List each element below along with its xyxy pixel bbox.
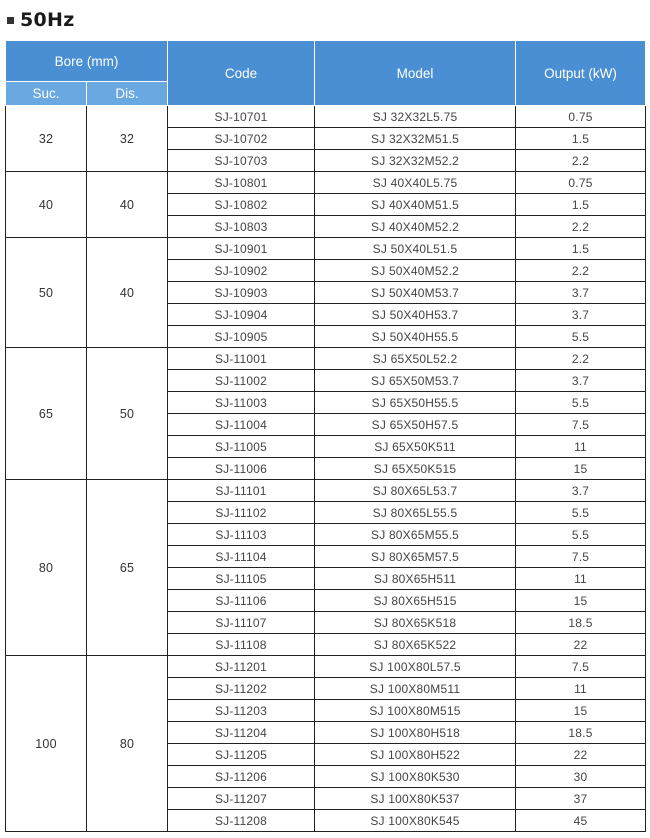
output-cell: 2.2	[516, 348, 646, 370]
code-cell: SJ-11108	[168, 634, 315, 656]
output-cell: 5.5	[516, 392, 646, 414]
discharge-bore-cell: 32	[87, 106, 168, 172]
model-cell: SJ 100X80K530	[315, 766, 516, 788]
output-cell: 2.2	[516, 216, 646, 238]
code-cell: SJ-11207	[168, 788, 315, 810]
code-cell: SJ-10802	[168, 194, 315, 216]
model-cell: SJ 65X50L52.2	[315, 348, 516, 370]
code-cell: SJ-10801	[168, 172, 315, 194]
output-cell: 2.2	[516, 260, 646, 282]
model-cell: SJ 50X40M53.7	[315, 282, 516, 304]
output-cell: 1.5	[516, 238, 646, 260]
code-cell: SJ-11002	[168, 370, 315, 392]
square-bullet-icon	[7, 17, 14, 24]
code-cell: SJ-10903	[168, 282, 315, 304]
discharge-bore-cell: 40	[87, 172, 168, 238]
code-cell: SJ-11106	[168, 590, 315, 612]
output-cell: 7.5	[516, 656, 646, 678]
output-cell: 15	[516, 700, 646, 722]
model-cell: SJ 40X40M52.2	[315, 216, 516, 238]
output-cell: 22	[516, 744, 646, 766]
code-cell: SJ-11103	[168, 524, 315, 546]
output-cell: 1.5	[516, 194, 646, 216]
code-cell: SJ-11006	[168, 458, 315, 480]
output-cell: 2.2	[516, 150, 646, 172]
header-code: Code	[168, 41, 315, 106]
output-cell: 3.7	[516, 370, 646, 392]
code-cell: SJ-11105	[168, 568, 315, 590]
output-cell: 0.75	[516, 106, 646, 128]
model-cell: SJ 100X80L57.5	[315, 656, 516, 678]
model-cell: SJ 65X50K515	[315, 458, 516, 480]
code-cell: SJ-10901	[168, 238, 315, 260]
output-cell: 7.5	[516, 546, 646, 568]
table-row	[6, 348, 646, 370]
model-cell: SJ 100X80H518	[315, 722, 516, 744]
model-cell: SJ 50X40M52.2	[315, 260, 516, 282]
model-cell: SJ 80X65L55.5	[315, 502, 516, 524]
model-cell: SJ 80X65K522	[315, 634, 516, 656]
model-cell: SJ 100X80M515	[315, 700, 516, 722]
output-cell: 5.5	[516, 326, 646, 348]
code-cell: SJ-10803	[168, 216, 315, 238]
code-cell: SJ-11206	[168, 766, 315, 788]
model-cell: SJ 100X80K537	[315, 788, 516, 810]
model-cell: SJ 65X50M53.7	[315, 370, 516, 392]
code-cell: SJ-10702	[168, 128, 315, 150]
code-cell: SJ-11102	[168, 502, 315, 524]
model-cell: SJ 100X80H522	[315, 744, 516, 766]
model-cell: SJ 65X50K511	[315, 436, 516, 458]
output-cell: 3.7	[516, 480, 646, 502]
model-cell: SJ 80X65M57.5	[315, 546, 516, 568]
model-cell: SJ 50X40L51.5	[315, 238, 516, 260]
output-cell: 30	[516, 766, 646, 788]
code-cell: SJ-11003	[168, 392, 315, 414]
output-cell: 1.5	[516, 128, 646, 150]
output-cell: 18.5	[516, 612, 646, 634]
output-cell: 3.7	[516, 304, 646, 326]
table-row	[6, 656, 646, 678]
code-cell: SJ-11107	[168, 612, 315, 634]
output-cell: 11	[516, 678, 646, 700]
suction-bore-cell: 40	[6, 172, 87, 238]
discharge-bore-cell: 80	[87, 656, 168, 832]
code-cell: SJ-11201	[168, 656, 315, 678]
discharge-bore-cell: 40	[87, 238, 168, 348]
table-row	[6, 238, 646, 260]
header-bore: Bore (mm)	[6, 41, 168, 82]
output-cell: 11	[516, 436, 646, 458]
model-cell: SJ 40X40M51.5	[315, 194, 516, 216]
header-discharge: Dis.	[87, 82, 168, 106]
code-cell: SJ-10902	[168, 260, 315, 282]
output-cell: 45	[516, 810, 646, 832]
table-row	[6, 172, 646, 194]
model-cell: SJ 32X32L5.75	[315, 106, 516, 128]
code-cell: SJ-11202	[168, 678, 315, 700]
suction-bore-cell: 80	[6, 480, 87, 656]
discharge-bore-cell: 65	[87, 480, 168, 656]
output-cell: 0.75	[516, 172, 646, 194]
model-cell: SJ 100X80M511	[315, 678, 516, 700]
model-cell: SJ 32X32M51.5	[315, 128, 516, 150]
model-cell: SJ 50X40H53.7	[315, 304, 516, 326]
model-cell: SJ 80X65M55.5	[315, 524, 516, 546]
code-cell: SJ-11204	[168, 722, 315, 744]
suction-bore-cell: 50	[6, 238, 87, 348]
model-cell: SJ 65X50H57.5	[315, 414, 516, 436]
output-cell: 5.5	[516, 524, 646, 546]
code-cell: SJ-11104	[168, 546, 315, 568]
output-cell: 3.7	[516, 282, 646, 304]
model-cell: SJ 40X40L5.75	[315, 172, 516, 194]
pump-spec-table	[5, 40, 646, 832]
suction-bore-cell: 65	[6, 348, 87, 480]
code-cell: SJ-11203	[168, 700, 315, 722]
header-output: Output (kW)	[516, 41, 646, 106]
output-cell: 15	[516, 458, 646, 480]
model-cell: SJ 65X50H55.5	[315, 392, 516, 414]
header-model: Model	[315, 41, 516, 106]
output-cell: 22	[516, 634, 646, 656]
table-body	[6, 106, 646, 832]
output-cell: 15	[516, 590, 646, 612]
output-cell: 11	[516, 568, 646, 590]
model-cell: SJ 50X40H55.5	[315, 326, 516, 348]
page-heading	[7, 8, 75, 32]
code-cell: SJ-11101	[168, 480, 315, 502]
output-cell: 37	[516, 788, 646, 810]
code-cell: SJ-10703	[168, 150, 315, 172]
code-cell: SJ-11208	[168, 810, 315, 832]
table-row	[6, 480, 646, 502]
suction-bore-cell: 32	[6, 106, 87, 172]
output-cell: 7.5	[516, 414, 646, 436]
model-cell: SJ 80X65H511	[315, 568, 516, 590]
model-cell: SJ 80X65K518	[315, 612, 516, 634]
output-cell: 5.5	[516, 502, 646, 524]
code-cell: SJ-11205	[168, 744, 315, 766]
code-cell: SJ-10905	[168, 326, 315, 348]
output-cell: 18.5	[516, 722, 646, 744]
suction-bore-cell: 100	[6, 656, 87, 832]
code-cell: SJ-11001	[168, 348, 315, 370]
code-cell: SJ-10701	[168, 106, 315, 128]
header-suction: Suc.	[6, 82, 87, 106]
code-cell: SJ-10904	[168, 304, 315, 326]
model-cell: SJ 32X32M52.2	[315, 150, 516, 172]
discharge-bore-cell: 50	[87, 348, 168, 480]
code-cell: SJ-11005	[168, 436, 315, 458]
code-cell: SJ-11004	[168, 414, 315, 436]
model-cell: SJ 100X80K545	[315, 810, 516, 832]
model-cell: SJ 80X65L53.7	[315, 480, 516, 502]
model-cell: SJ 80X65H515	[315, 590, 516, 612]
page-title: 50Hz	[20, 9, 75, 31]
table-row	[6, 106, 646, 128]
